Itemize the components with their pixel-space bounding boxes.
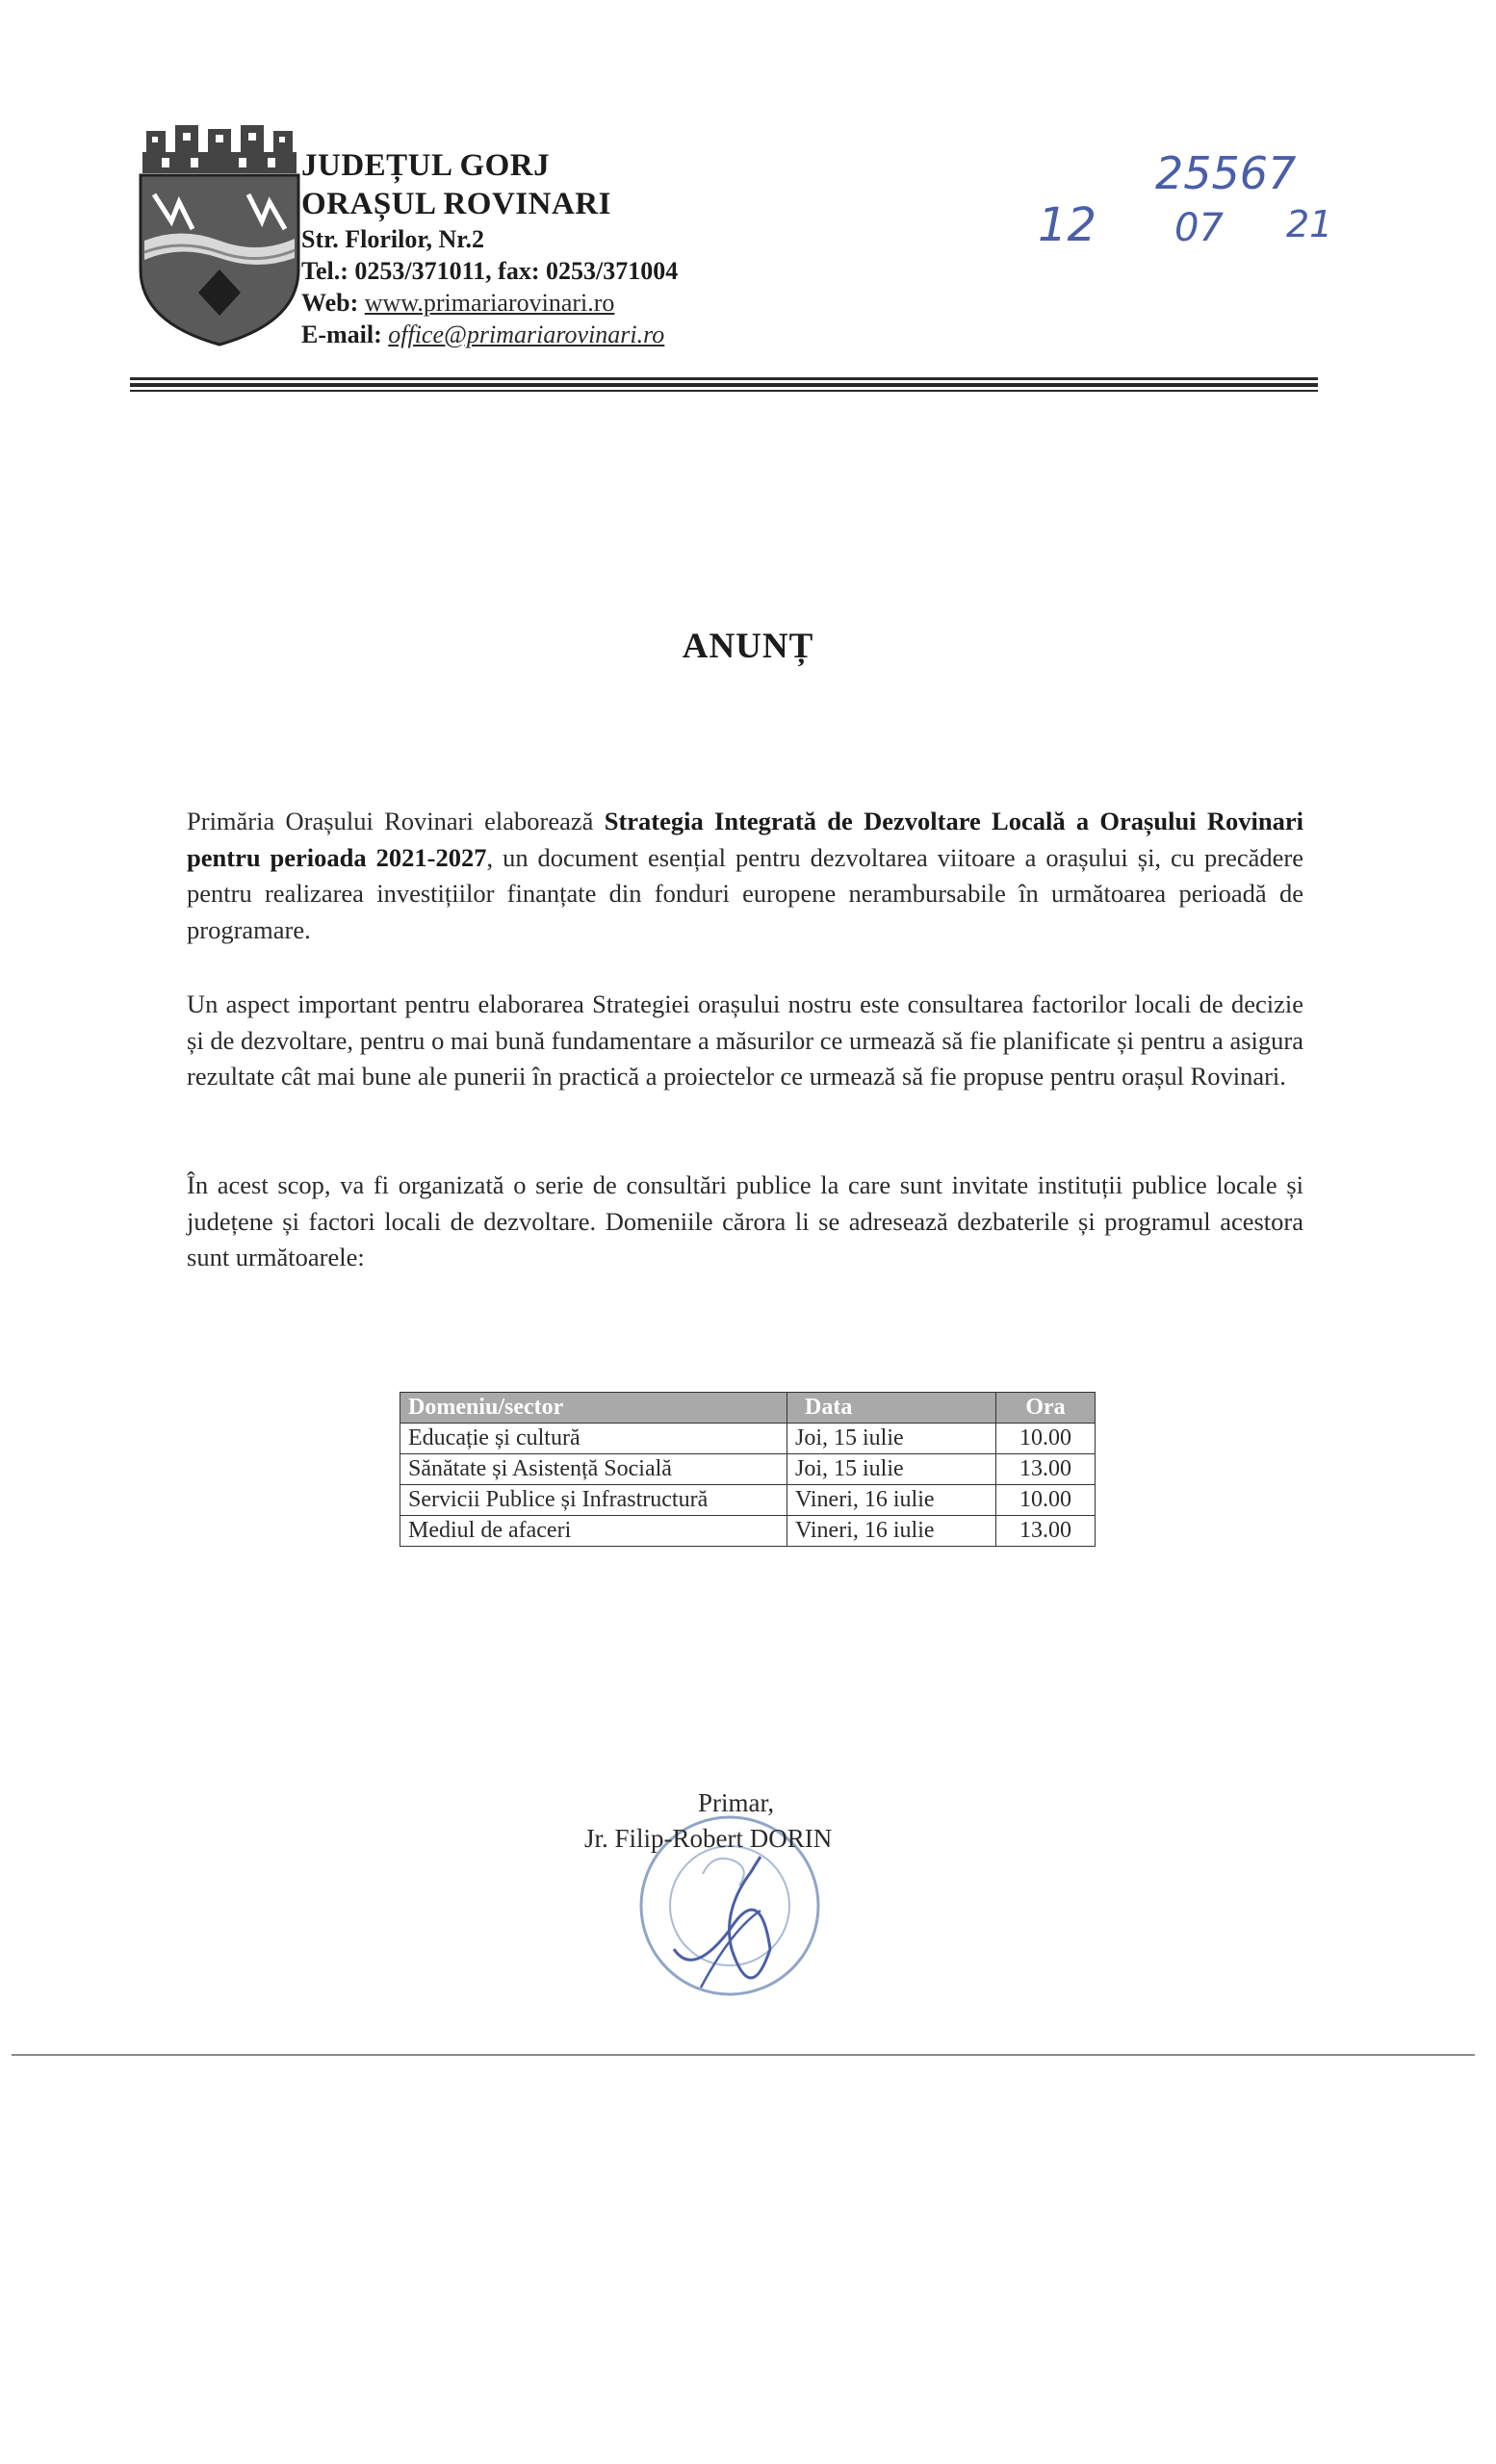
paragraph-schedule-intro: În acest scop, va fi organizată o serie de consultări publice la care sunt invitate instituții publice locale și județene și factori locali de dezvoltare. Domeniile cărora li se adresează dezbaterile și programul acestora sunt următoarele:: [187, 1170, 1303, 1271]
town-name: ORAȘUL ROVINARI: [301, 187, 611, 221]
registration-year: 21: [1286, 203, 1333, 245]
table-row: [400, 1454, 1096, 1485]
email-link[interactable]: office@primariarovinari.ro: [388, 321, 665, 348]
page-title: ANUNȚ: [682, 627, 814, 666]
registration-month: 07: [1174, 206, 1224, 250]
header-divider: [130, 377, 1318, 380]
website-label: Web:: [301, 289, 359, 317]
email-label: E-mail:: [301, 321, 382, 348]
cell-date: Joi, 15 iulie: [787, 1454, 996, 1485]
header-divider: [130, 383, 1318, 387]
cell-time: 13.00: [996, 1516, 1096, 1547]
website-link[interactable]: www.primariarovinari.ro: [364, 289, 615, 317]
cell-date: Joi, 15 iulie: [787, 1424, 996, 1454]
column-header-domain: Domeniu/sector: [400, 1393, 787, 1424]
schedule-table: [400, 1392, 1096, 1547]
column-header-time: Ora: [996, 1393, 1096, 1424]
website-line: [301, 287, 975, 319]
paragraph-intro-lead: Primăria Orașului Rovinari elaborează: [187, 807, 605, 835]
signatory-role: Primar,: [698, 1788, 775, 1817]
signatory-name: Jr. Filip-Robert DORIN: [584, 1824, 833, 1853]
cell-date: Vineri, 16 iulie: [787, 1485, 996, 1516]
header-divider: [130, 390, 1318, 392]
table-row: [400, 1485, 1096, 1516]
cell-domain: Servicii Publice și Infrastructură: [400, 1485, 787, 1516]
table-header-row: [400, 1393, 1096, 1424]
cell-time: 13.00: [996, 1454, 1096, 1485]
cell-domain: Educație și cultură: [400, 1424, 787, 1454]
official-stamp-icon: [616, 1785, 866, 2036]
county-name: JUDEȚUL GORJ: [301, 148, 551, 183]
email-line: [301, 319, 975, 350]
letterhead: [301, 146, 975, 350]
cell-domain: Sănătate și Asistență Socială: [400, 1454, 787, 1485]
footer-divider: [12, 2054, 1475, 2056]
address: Str. Florilor, Nr.2: [301, 225, 484, 253]
table-row: [400, 1516, 1096, 1547]
cell-domain: Mediul de afaceri: [400, 1516, 787, 1547]
paragraph-consultation: Un aspect important pentru elaborarea Strategiei orașului nostru este consultarea factorilor locali de decizie și de dezvoltare, pentru o mai bună fundamentare a măsurilor ce urmează să fie planificate și pentru a asigura rezultate cât mai bune ale punerii în practică a proiectelor ce urmează să fie propuse pentru orașul Rovinari.: [187, 989, 1303, 1091]
phone-fax: Tel.: 0253/371011, fax: 0253/371004: [301, 257, 679, 285]
paragraph-intro-rest: , un document esențial pentru dezvoltarea viitoare a orașului și, cu precădere pentru realizarea investițiilor finanțate din fonduri europene nerambursabile în următoarea perioadă de programare.: [187, 842, 1303, 944]
registration-number: 25567: [1155, 147, 1297, 199]
registration-day: 12: [1038, 198, 1097, 252]
column-header-date: Data: [787, 1393, 996, 1424]
registration-handwriting: [1020, 142, 1348, 258]
cell-time: 10.00: [996, 1424, 1096, 1454]
coat-of-arms-icon: [133, 125, 306, 346]
cell-time: 10.00: [996, 1485, 1096, 1516]
table-row: [400, 1424, 1096, 1454]
strategy-name: Strategia Integrată de Dezvoltare Locală a Orașului Rovinari pentru perioada 2021-2027: [187, 807, 1303, 872]
cell-date: Vineri, 16 iulie: [787, 1516, 996, 1547]
paragraph-intro: [187, 804, 1303, 948]
